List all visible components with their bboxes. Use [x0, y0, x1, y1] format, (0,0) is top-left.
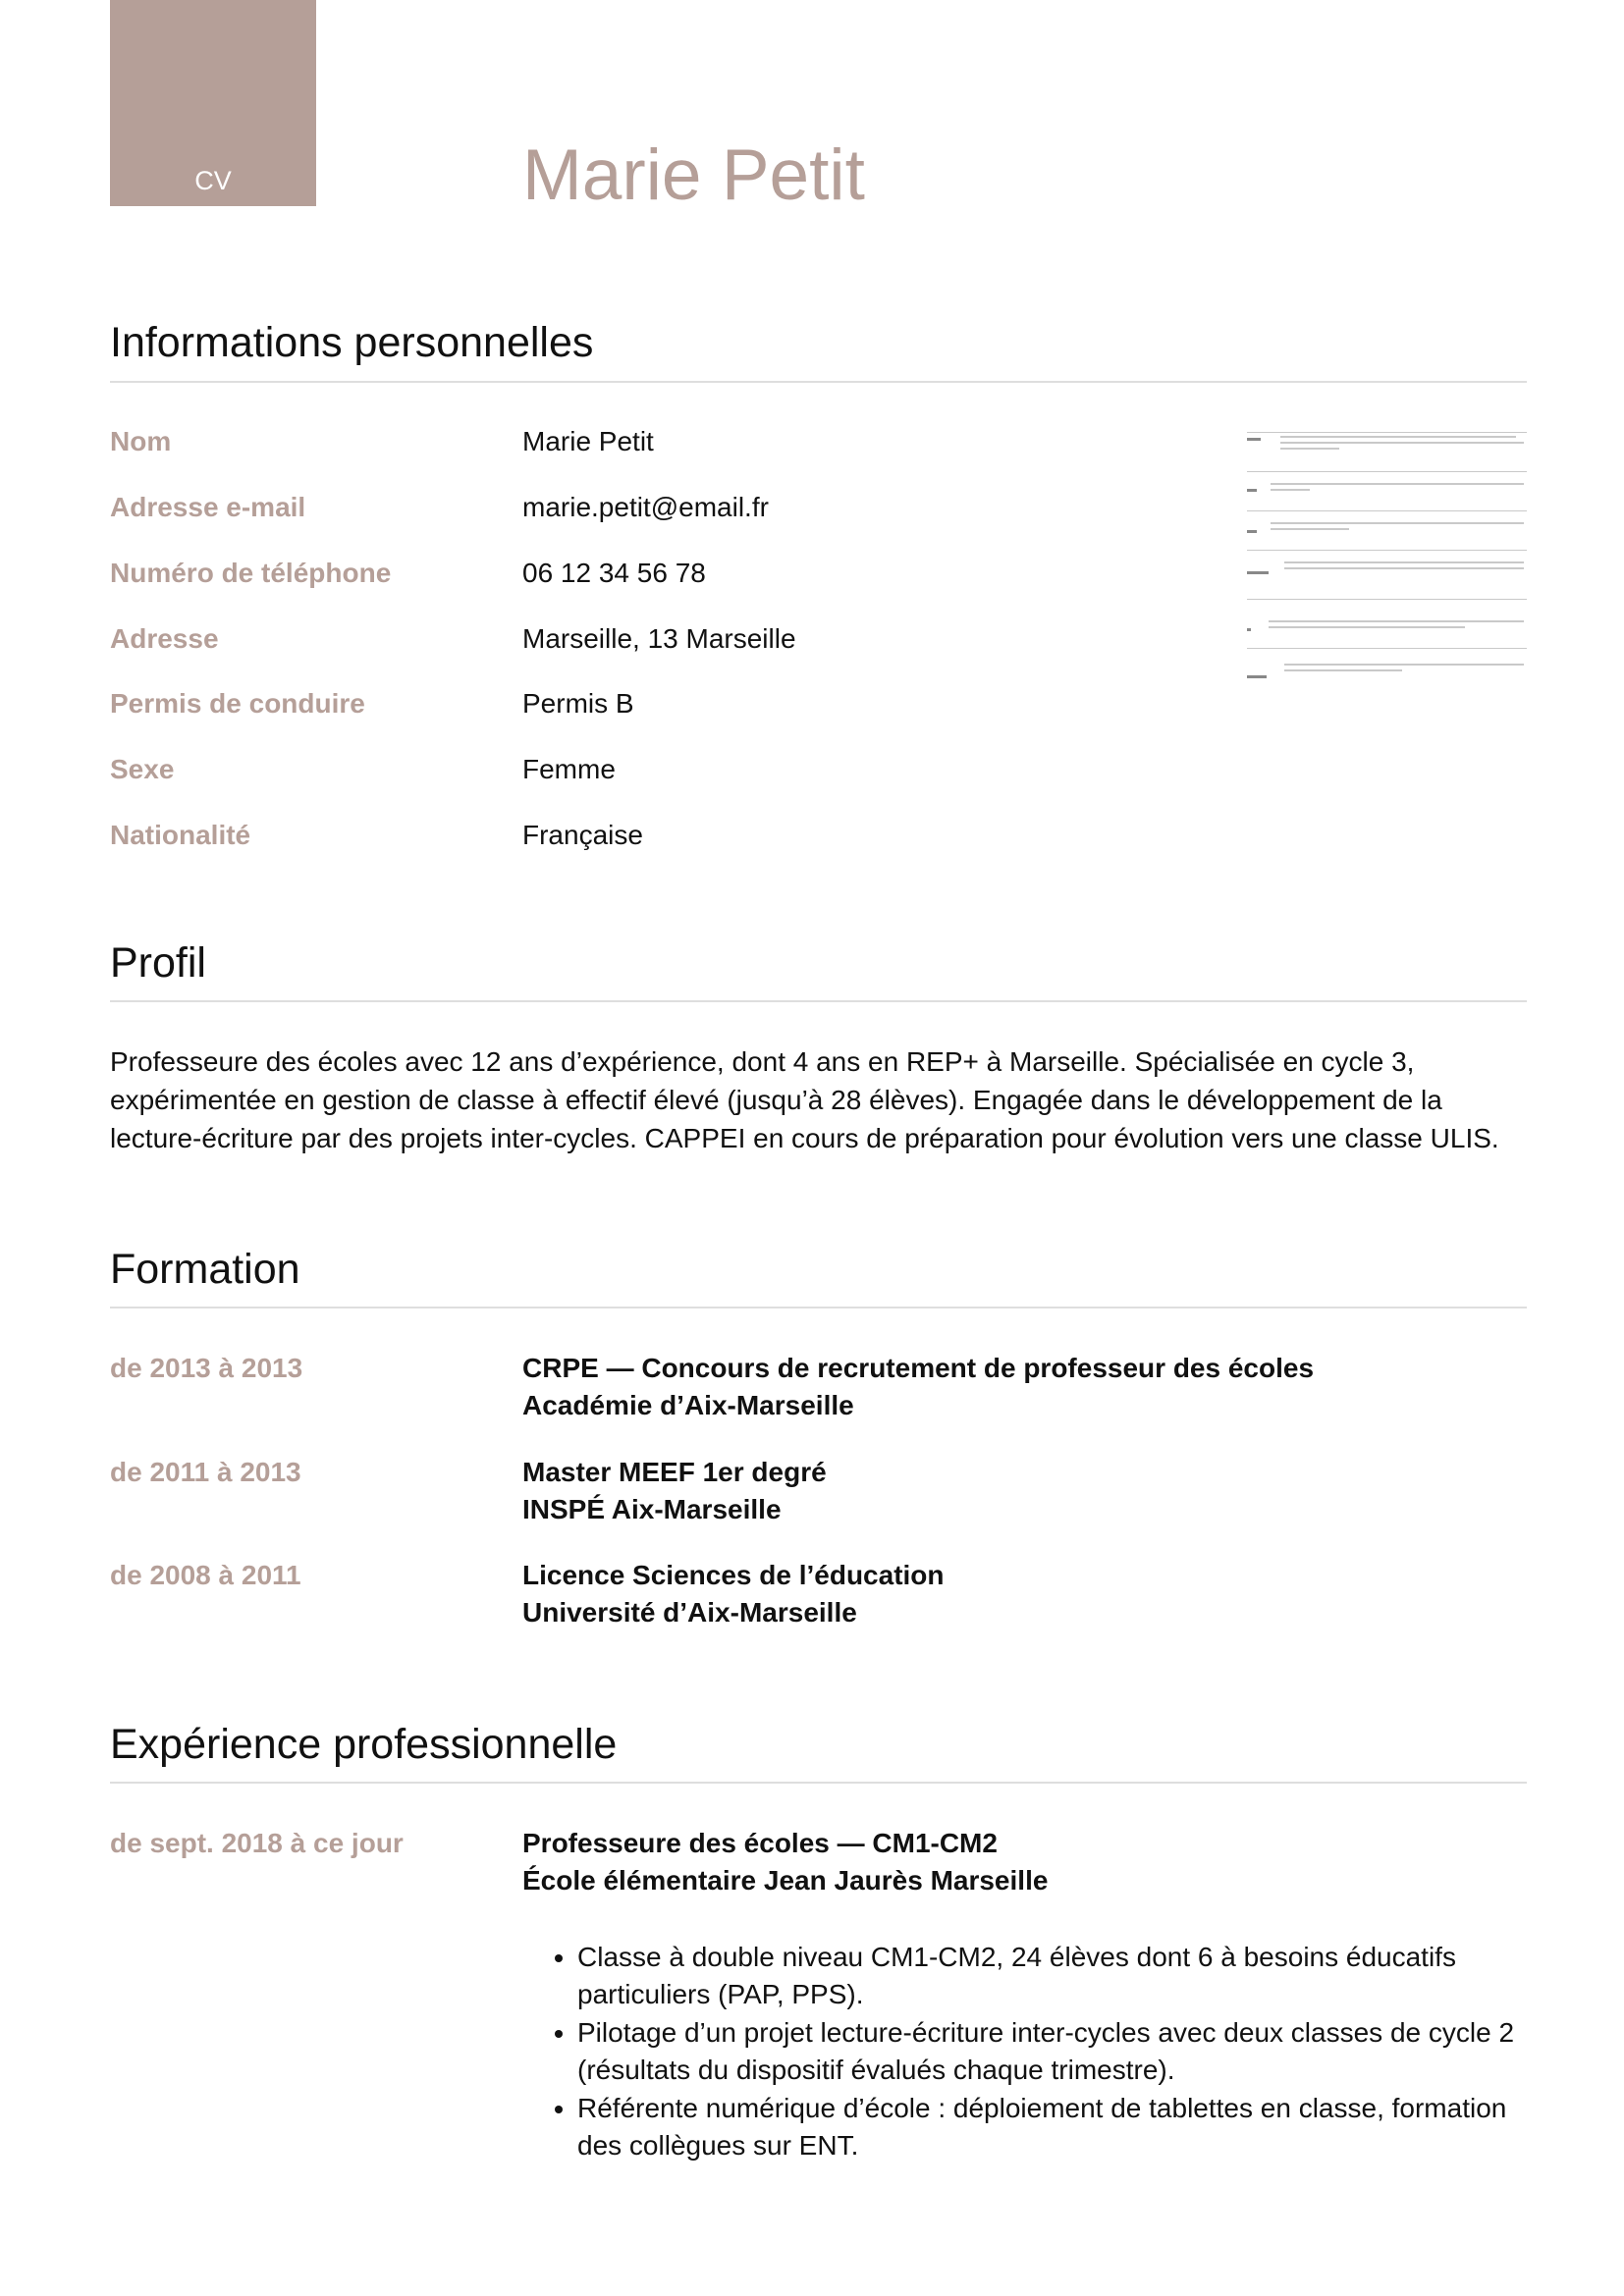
info-value: Française — [522, 820, 643, 850]
profile-text: Professeure des écoles avec 12 ans d’expérience, dont 4 ans en REP+ à Marseille. Spécialisée en cycle 3, expérimentée en gestion de classe à effectif élevé (jusqu’à 28 élèves). Engagée dans le développement de la lecture-écriture par des projets inter-cycles. CAPPEI en cours de préparation pour évolution vers une classe ULIS. — [110, 1046, 1499, 1153]
decorative-thumbnail — [1247, 432, 1527, 687]
section-divider — [110, 1307, 1527, 1308]
info-value: Femme — [522, 754, 616, 784]
info-label: Nom — [110, 426, 172, 456]
info-value: 06 12 34 56 78 — [522, 558, 706, 588]
info-label: Nationalité — [110, 820, 251, 850]
education-period: de 2013 à 2013 — [110, 1353, 303, 1383]
education-school: Université d’Aix-Marseille — [522, 1597, 857, 1628]
education-details — [522, 1454, 827, 1528]
education-school: Académie d’Aix-Marseille — [522, 1390, 854, 1420]
info-label: Adresse — [110, 623, 219, 654]
experience-bullet: • Référente numérique d’école : déploiement de tablettes en classe, formation des collègues sur ENT. — [577, 2090, 1527, 2164]
education-period: de 2011 à 2013 — [110, 1457, 301, 1487]
section-title-personal: Informations personnelles — [110, 319, 594, 366]
education-degree: Master MEEF 1er degré — [522, 1457, 827, 1487]
education-period: de 2008 à 2011 — [110, 1560, 301, 1590]
education-details — [522, 1350, 1314, 1424]
education-degree: CRPE — Concours de recrutement de professeur des écoles — [522, 1353, 1315, 1383]
info-value: Marseille, 13 Marseille — [522, 623, 796, 654]
info-value: Permis B — [522, 688, 634, 719]
cv-badge — [110, 0, 316, 206]
info-value: marie.petit@email.fr — [522, 492, 769, 522]
education-details — [522, 1557, 945, 1631]
section-title-experience: Expérience professionnelle — [110, 1721, 618, 1768]
info-label: Adresse e-mail — [110, 492, 306, 522]
cv-label: CV — [194, 166, 232, 195]
experience-bullet: • Pilotage d’un projet lecture-écriture inter-cycles avec deux classes de cycle 2 (résultats du dispositif évalués chaque trimestre). — [577, 2014, 1527, 2089]
experience-role: Professeure des écoles — CM1-CM2 — [522, 1828, 998, 1858]
section-divider — [110, 381, 1527, 383]
info-label: Permis de conduire — [110, 688, 365, 719]
section-title-education: Formation — [110, 1246, 300, 1293]
info-value: Marie Petit — [522, 426, 654, 456]
section-divider — [110, 1782, 1527, 1784]
education-school: INSPÉ Aix-Marseille — [522, 1494, 782, 1524]
experience-employer: École élémentaire Jean Jaurès Marseille — [522, 1865, 1049, 1896]
section-title-profile: Profil — [110, 939, 206, 987]
education-degree: Licence Sciences de l’éducation — [522, 1560, 945, 1590]
experience-bullet: • Classe à double niveau CM1-CM2, 24 élèves dont 6 à besoins éducatifs particuliers (PAP, PPS). — [577, 1939, 1527, 2013]
info-label: Numéro de téléphone — [110, 558, 392, 588]
candidate-name: Marie Petit — [522, 135, 865, 215]
info-label: Sexe — [110, 754, 175, 784]
experience-period: de sept. 2018 à ce jour — [110, 1828, 404, 1858]
section-divider — [110, 1000, 1527, 1002]
experience-bullets — [522, 1939, 1527, 2165]
experience-details — [522, 1825, 1048, 1899]
